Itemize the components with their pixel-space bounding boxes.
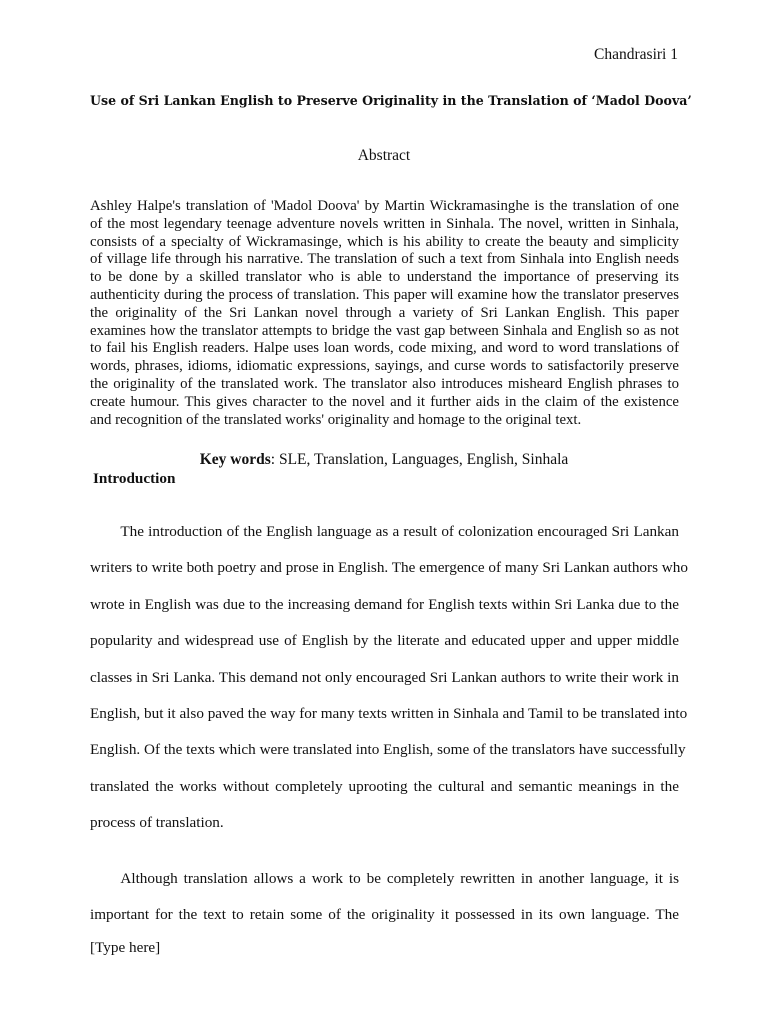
running-head: Chandrasiri 1 bbox=[594, 46, 678, 63]
abstract-line: words, phrases, idioms, idiomatic expressions, sayings, and curse words to satisfactorily preserve bbox=[90, 358, 679, 375]
body-line: wrote in English was due to the increasing demand for English texts within Sri Lanka due to the bbox=[90, 595, 679, 613]
body-line: English. Of the texts which were translated into English, some of the translators have successfully bbox=[90, 741, 686, 759]
abstract-line: examines how the translator attempts to bridge the vast gap between Sinhala and English so as not bbox=[90, 322, 679, 339]
keywords-line bbox=[0, 451, 768, 469]
abstract-line: to be done by a skilled translator who is able to understand the importance of preserving its bbox=[90, 269, 679, 286]
abstract-line: and recognition of the translated works' originality and homage to the original text. bbox=[90, 411, 582, 428]
body-line: translated the works without completely uprooting the cultural and semantic meanings in the bbox=[90, 777, 679, 795]
introduction-heading: Introduction bbox=[93, 470, 176, 487]
abstract-line: the originality of the Sri Lankan novel through a variety of Sri Lankan English. This paper bbox=[90, 304, 679, 321]
abstract-line: Ashley Halpe's translation of 'Madol Doova' by Martin Wickramasinghe is the translation of one bbox=[90, 198, 679, 214]
keywords-label: Key words bbox=[199, 451, 271, 468]
introduction-paragraph-2 bbox=[90, 869, 679, 942]
abstract-line: of the most legendary teenage adventure novels written in Sinhala. The novel, written in Sinhala, bbox=[90, 215, 679, 232]
body-line: The introduction of the English language as a result of colonization encouraged Sri Lankan bbox=[90, 523, 679, 540]
keywords-value: : SLE, Translation, Languages, English, Sinhala bbox=[270, 451, 569, 468]
body-line: writers to write both poetry and prose in English. The emergence of many Sri Lankan authors who bbox=[90, 559, 688, 577]
body-line: classes in Sri Lanka. This demand not only encouraged Sri Lankan authors to write their work in bbox=[90, 668, 679, 686]
abstract-line: to fail his English readers. Halpe uses loan words, code mixing, and word to word translations of bbox=[90, 340, 679, 357]
abstract-line: consists of a specialty of Wickramasinge, which is his ability to create the beauty and simplicity bbox=[90, 233, 679, 250]
abstract-line: the originality of the translated work. The translator also introduces misheard English phrases to bbox=[90, 375, 679, 392]
abstract-line: create humour. This gives character to the novel and it further aids in the claim of the existence bbox=[90, 393, 679, 410]
footer-placeholder[interactable]: [Type here] bbox=[90, 939, 161, 956]
abstract-line: of village life through his narrative. The translation of such a text from Sinhala into English needs bbox=[90, 251, 679, 268]
body-line: process of translation. bbox=[90, 814, 224, 832]
introduction-paragraph-1 bbox=[90, 522, 688, 850]
body-line: Although translation allows a work to be completely rewritten in another language, it is bbox=[90, 870, 679, 887]
paper-title: Use of Sri Lankan English to Preserve Originality in the Translation of ‘Madol Doova’ bbox=[90, 93, 692, 108]
abstract-body bbox=[90, 198, 679, 429]
abstract-heading: Abstract bbox=[357, 147, 411, 164]
body-line: popularity and widespread use of English by the literate and educated upper and upper middle bbox=[90, 632, 679, 650]
body-line: English, but it also paved the way for many texts written in Sinhala and Tamil to be translated into bbox=[90, 704, 688, 722]
abstract-line: authenticity during the process of translation. This paper will examine how the translator preserves bbox=[90, 286, 679, 303]
body-line: important for the text to retain some of the originality it possessed in its own language. The bbox=[90, 906, 679, 924]
